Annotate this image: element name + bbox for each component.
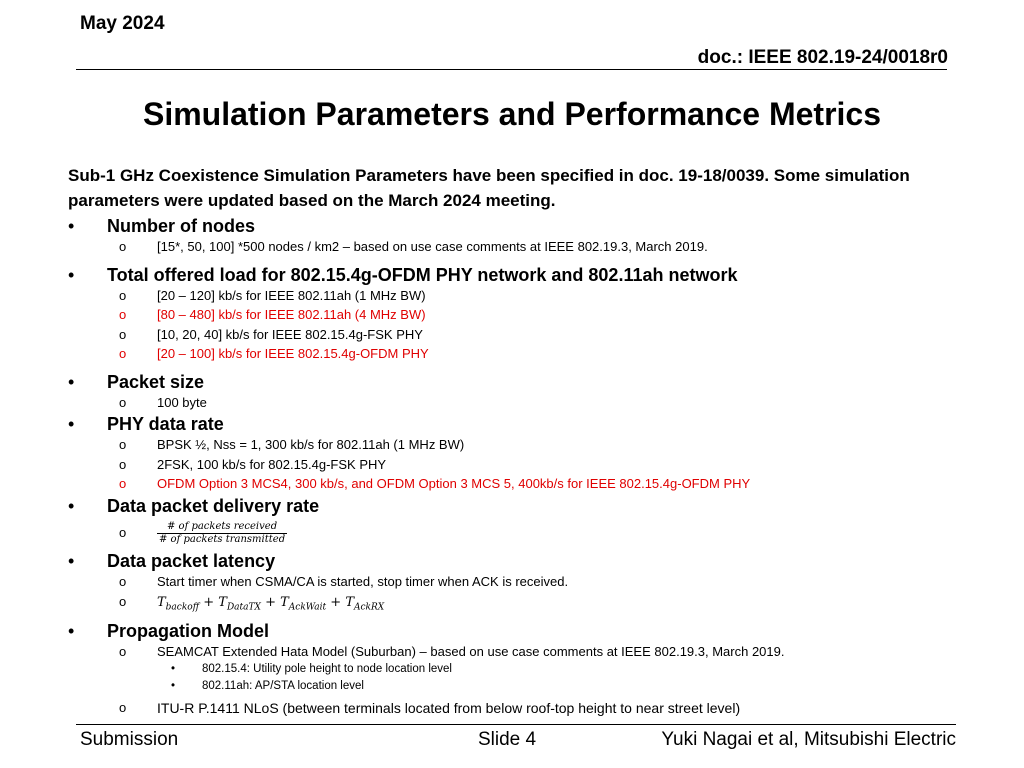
latency-formula: $T_{backoff} + T_{DataTX} + T_{AckWait} + T_{AckRX}$ [157, 595, 385, 613]
sub-item-formula [68, 517, 968, 549]
footer-slide-number: Slide 4 [478, 729, 537, 750]
slide-title: Simulation Parameters and Performance Metrics [142, 96, 882, 132]
sub-item-text: 100 byte [157, 394, 207, 410]
bullet-propagation-model [68, 620, 968, 642]
sub-marker: o [119, 394, 127, 410]
sub-item-highlighted [68, 305, 968, 325]
sub-item [68, 642, 968, 662]
sub-item-text: ITU-R P.1411 NLoS (between terminals located from below roof-top height to near street level) [157, 700, 741, 717]
sub-item-highlighted [68, 474, 968, 494]
sub-item [68, 435, 968, 455]
bullet-marker: • [68, 414, 75, 434]
intro-paragraph: Sub-1 GHz Coexistence Simulation Parameters have been specified in doc. 19-18/0039. Some simulation parameters were updated based on the March 2024 meeting. [68, 166, 910, 210]
footer-submission: Submission [80, 729, 179, 750]
sub-sub-item [68, 661, 968, 678]
sub-item [68, 286, 968, 306]
bullet-heading: Packet size [107, 371, 205, 392]
sub-sub-item [68, 678, 968, 695]
sub-marker: o [119, 476, 127, 491]
sub-item-text: 2FSK, 100 kb/s for 802.15.4g-FSK PHY [157, 456, 387, 472]
sub-item-text: [15*, 50, 100] *500 nodes / km2 – based on use case comments at IEEE 802.19.3, March 2019. [157, 239, 708, 254]
footer-author: Yuki Nagai et al, Mitsubishi Electric [661, 729, 956, 750]
sub-marker: o [119, 700, 127, 716]
sub-sub-item-text: 802.15.4: Utility pole height to node location level [202, 663, 452, 676]
bullet-offered-load [68, 264, 968, 286]
bullet-heading: Total offered load for 802.15.4g-OFDM PHY network and 802.11ah network [107, 264, 738, 285]
sub-sub-item-text: 802.11ah: AP/STA location level [202, 680, 364, 693]
bullet-delivery-rate [68, 495, 968, 517]
bullet-latency [68, 550, 968, 572]
bullet-marker: • [68, 495, 75, 516]
sub-item-text: [20 – 100] kb/s for IEEE 802.15.4g-OFDM PHY [157, 346, 429, 361]
footer-divider [76, 724, 956, 725]
bullet-marker: • [68, 550, 75, 571]
sub-item-text: OFDM Option 3 MCS4, 300 kb/s, and OFDM Option 3 MCS 5, 400kb/s for IEEE 802.15.4g-OFDM PHY [157, 476, 751, 491]
sub-marker: o [119, 326, 127, 342]
sub-item-formula [68, 591, 968, 619]
sub-marker: o [119, 594, 127, 609]
bullet-marker: • [68, 216, 75, 236]
bullet-heading: Data packet delivery rate [107, 495, 320, 516]
sub-marker: o [119, 307, 127, 322]
sub-marker: o [119, 456, 127, 472]
delivery-rate-fraction [157, 521, 287, 546]
sub-marker: o [119, 573, 127, 589]
sub-marker: o [119, 437, 127, 452]
sub-item-text: [80 – 480] kb/s for IEEE 802.11ah (4 MHz BW) [157, 307, 426, 322]
bullet-heading: PHY data rate [107, 414, 224, 434]
fraction-denominator: # of packets transmitted [159, 533, 286, 545]
bullet-marker: • [68, 264, 75, 285]
sub-item-highlighted [68, 344, 968, 364]
sub-item-text: [10, 20, 40] kb/s for IEEE 802.15.4g-FSK PHY [157, 326, 423, 342]
bullet-marker: • [68, 620, 75, 641]
bullet-packet-size [68, 371, 968, 393]
header-doc-id: doc.: IEEE 802.19-24/0018r0 [697, 47, 948, 68]
bullet-marker: • [171, 663, 176, 676]
header-divider [76, 69, 947, 70]
sub-marker: o [119, 524, 127, 540]
sub-item [68, 695, 968, 721]
bullet-heading: Number of nodes [107, 216, 256, 236]
sub-marker: o [119, 287, 127, 303]
sub-item-text: BPSK ½, Nss = 1, 300 kb/s for 802.11ah (1 MHz BW) [157, 437, 465, 452]
sub-item-text: [20 – 120] kb/s for IEEE 802.11ah (1 MHz BW) [157, 287, 426, 303]
sub-item [68, 325, 968, 345]
fraction-numerator: # of packets received [157, 521, 287, 534]
bullet-marker: • [68, 371, 75, 392]
sub-item [68, 393, 968, 413]
bullet-heading: Propagation Model [107, 620, 269, 641]
sub-item-text: Start timer when CSMA/CA is started, stop timer when ACK is received. [157, 573, 569, 589]
sub-item [68, 237, 968, 257]
sub-marker: o [119, 239, 127, 254]
bullet-marker: • [171, 680, 176, 693]
sub-item [68, 572, 968, 592]
sub-item [68, 455, 968, 475]
sub-marker: o [119, 346, 127, 361]
sub-marker: o [119, 643, 127, 659]
slide-body [68, 214, 968, 721]
sub-item-text: SEAMCAT Extended Hata Model (Suburban) – based on use case comments at IEEE 802.19.3, March 2019. [157, 643, 785, 659]
bullet-phy-data-rate [68, 413, 968, 435]
bullet-heading: Data packet latency [107, 550, 276, 571]
bullet-number-of-nodes [68, 215, 968, 237]
header-date: May 2024 [80, 13, 165, 34]
